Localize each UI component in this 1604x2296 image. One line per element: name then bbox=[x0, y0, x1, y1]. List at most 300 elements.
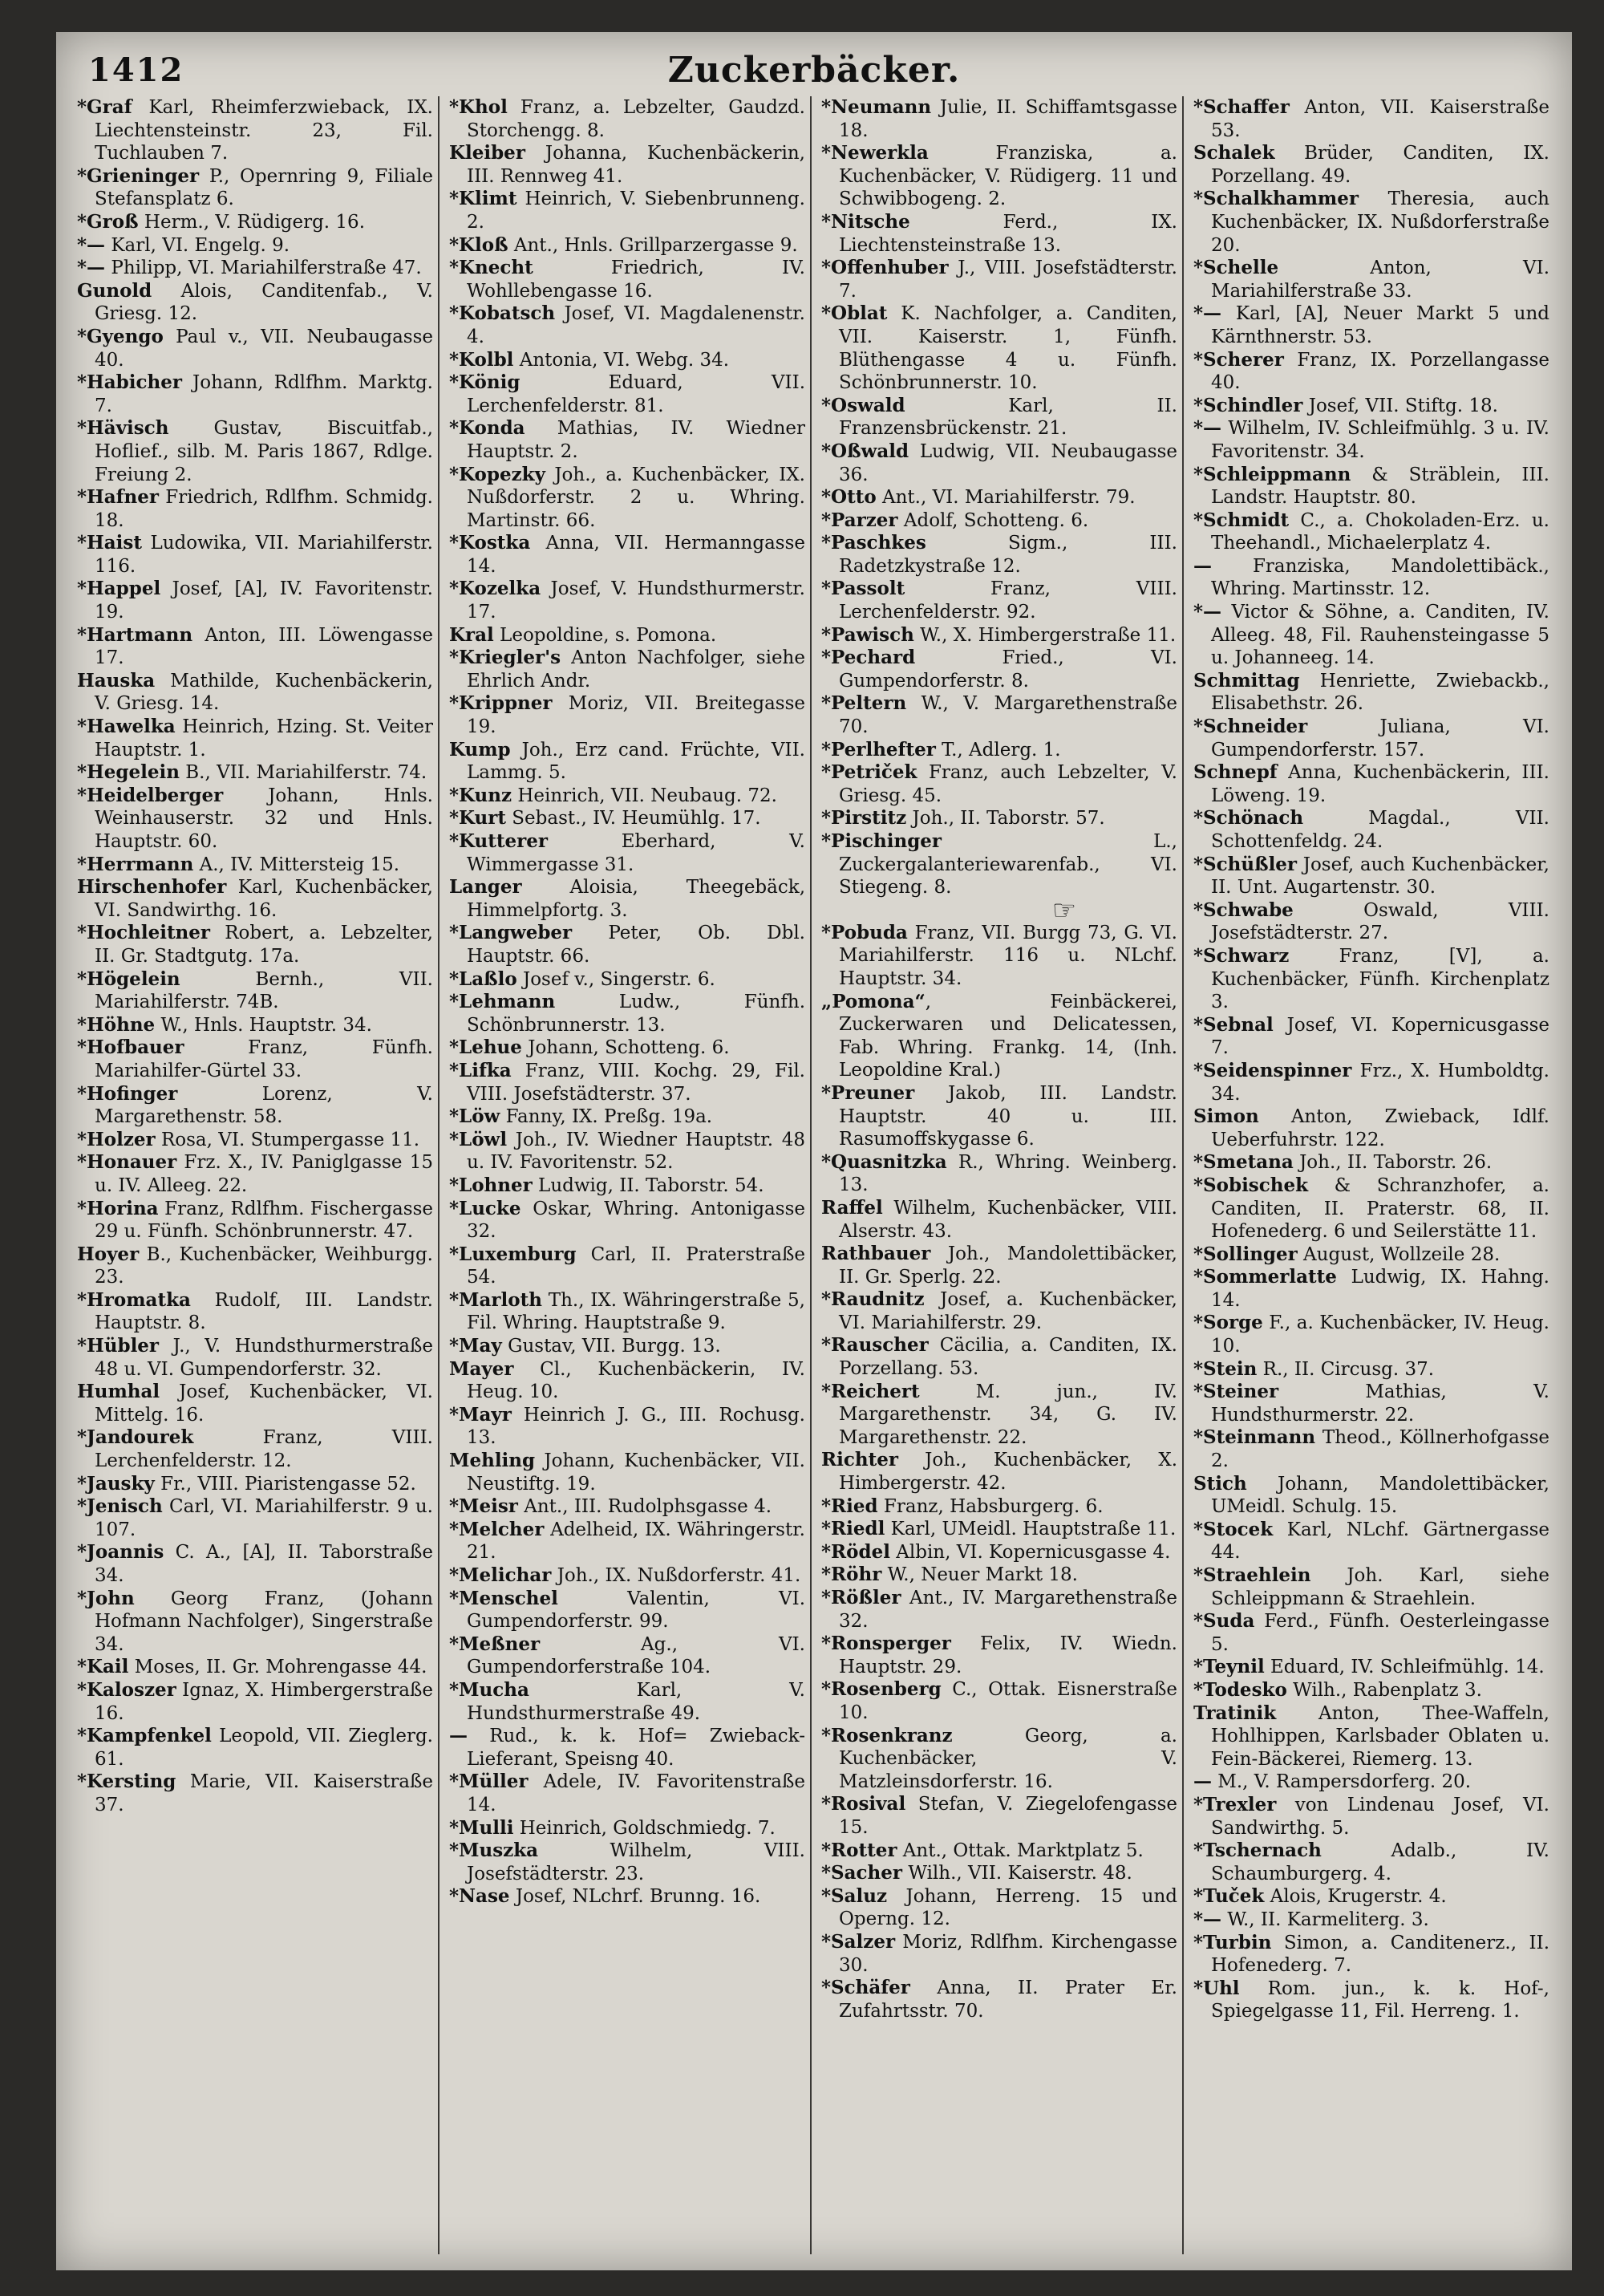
entry-name: Hartmann bbox=[87, 623, 193, 646]
entry-details: R., Whring. Weinberg. 13. bbox=[839, 1151, 1177, 1196]
entry-marker: * bbox=[1193, 807, 1204, 830]
entry-marker: * bbox=[449, 1495, 460, 1518]
directory-columns bbox=[71, 96, 1559, 2254]
section-title: Zuckerbäcker. bbox=[667, 50, 961, 91]
entry-details: Felix, IV. Wiedn. Hauptstr. 29. bbox=[839, 1633, 1177, 1677]
entry-details: Philipp, VI. Mariahilferstraße 47. bbox=[105, 258, 422, 279]
directory-entry bbox=[71, 234, 433, 258]
directory-entry bbox=[443, 807, 805, 830]
directory-entry bbox=[815, 1678, 1177, 1724]
entry-name: Schnepf bbox=[1193, 761, 1278, 784]
directory-entry bbox=[443, 1174, 805, 1198]
entry-name: Rosival bbox=[831, 1793, 906, 1815]
directory-entry bbox=[443, 578, 805, 623]
entry-name: Stich bbox=[1193, 1472, 1247, 1495]
directory-entry bbox=[443, 1885, 805, 1909]
directory-entry bbox=[443, 96, 805, 142]
entry-marker: * bbox=[449, 1174, 460, 1196]
directory-entry bbox=[1187, 1151, 1549, 1174]
entry-name: Newerkla bbox=[831, 142, 929, 164]
entry-details: Alois, Canditenfab., V. Griesg. 12. bbox=[95, 280, 433, 325]
entry-marker: * bbox=[1193, 1312, 1204, 1334]
entry-name: Heidelberger bbox=[87, 784, 224, 806]
column-2 bbox=[443, 96, 805, 2254]
entry-name: Kunz bbox=[459, 784, 512, 806]
entry-marker: * bbox=[1193, 899, 1204, 921]
entry-marker: * bbox=[77, 1495, 87, 1518]
entry-marker: * bbox=[77, 1426, 87, 1449]
directory-entry bbox=[1187, 854, 1549, 899]
directory-entry bbox=[815, 1197, 1177, 1243]
directory-entry bbox=[1187, 1610, 1549, 1656]
entry-details: Georg Franz, (Johann Hofmann Nachfolger), Singerstraße 34. bbox=[95, 1588, 433, 1655]
entry-marker: * bbox=[449, 233, 460, 256]
entry-details: Josef v., Singerstr. 6. bbox=[516, 968, 715, 990]
entry-details: Ferd., Fünfh. Oesterleingasse 5. bbox=[1211, 1611, 1549, 1655]
directory-entry bbox=[71, 257, 433, 280]
directory-entry bbox=[71, 670, 433, 716]
entry-details: Franz, Fünfh. Mariahilfer-Gürtel 33. bbox=[95, 1037, 433, 1081]
directory-entry bbox=[815, 1449, 1177, 1495]
directory-entry bbox=[1187, 1426, 1549, 1472]
directory-entry bbox=[71, 1771, 433, 1816]
entry-details: Frz. X., IV. Paniglgasse 15 u. IV. Alleeg. 22. bbox=[95, 1152, 433, 1196]
directory-entry bbox=[815, 1840, 1177, 1863]
entry-details: Carl, VI. Mariahilferstr. 9 u. 107. bbox=[95, 1496, 433, 1540]
entry-name: — bbox=[87, 233, 106, 256]
entry-details: Fanny, IX. Preßg. 19a. bbox=[500, 1106, 713, 1128]
entry-name: Schindler bbox=[1203, 394, 1303, 416]
entry-details: Ant., Ottak. Marktplatz 5. bbox=[897, 1840, 1144, 1861]
entry-details: Joh., II. Taborstr. 57. bbox=[906, 808, 1105, 830]
entry-name: Ried bbox=[831, 1495, 878, 1517]
entry-name: Meisr bbox=[459, 1495, 518, 1518]
entry-name: Schleippmann bbox=[1203, 463, 1351, 485]
entry-details: Magdal., VII. Schottenfeldg. 24. bbox=[1211, 808, 1549, 852]
directory-entry bbox=[815, 1885, 1177, 1931]
entry-marker: * bbox=[77, 623, 87, 646]
directory-entry bbox=[443, 624, 805, 647]
entry-name: — bbox=[1193, 1771, 1212, 1793]
entry-name: Mayr bbox=[459, 1403, 512, 1426]
entry-marker: * bbox=[821, 1564, 832, 1586]
directory-entry bbox=[443, 234, 805, 258]
entry-details: Friedrich, Rdlfhm. Schmidg. 18. bbox=[95, 487, 433, 531]
directory-entry bbox=[71, 624, 433, 670]
entry-marker: * bbox=[77, 1128, 87, 1150]
entry-name: Löw bbox=[459, 1105, 500, 1128]
entry-name: Rotter bbox=[831, 1839, 897, 1861]
directory-entry bbox=[443, 1633, 805, 1679]
entry-details: Anna, VII. Hermanngasse 14. bbox=[467, 533, 805, 577]
entry-details: Franz, VIII. Lerchenfelderstr. 92. bbox=[839, 578, 1177, 623]
entry-name: Suda bbox=[1203, 1610, 1255, 1633]
entry-name: Rödel bbox=[831, 1540, 890, 1563]
entry-details: B., VII. Mariahilferstr. 74. bbox=[179, 762, 427, 784]
entry-name: Stein bbox=[1203, 1357, 1258, 1380]
entry-details: Ludwig, II. Taborstr. 54. bbox=[532, 1174, 764, 1196]
entry-marker: * bbox=[1193, 96, 1204, 118]
directory-entry bbox=[443, 968, 805, 992]
entry-details: Victor & Söhne, a. Canditen, IV. Alleeg. 48, Fil. Rauhensteingasse 5 u. Johanneeg. 14. bbox=[1211, 602, 1549, 669]
entry-details: Karl, Rheimferzwieback, IX. Liechtensteinstr. 23, Fil. Tuchlauben 7. bbox=[95, 97, 433, 164]
entry-details: C., a. Chokoladen-Erz. u. Theehandl., Michaelerplatz 4. bbox=[1211, 509, 1549, 554]
entry-marker: * bbox=[449, 188, 460, 210]
entry-details: Karl, VI. Engelg. 9. bbox=[105, 234, 290, 256]
entry-details: Gustav, VII. Burgg. 13. bbox=[501, 1336, 721, 1357]
entry-name: Khol bbox=[459, 96, 508, 118]
entry-marker: * bbox=[1193, 716, 1204, 738]
entry-marker: * bbox=[1193, 1931, 1204, 1953]
directory-entry bbox=[1187, 601, 1549, 670]
directory-entry bbox=[1187, 1358, 1549, 1381]
entry-name: Lucke bbox=[459, 1197, 521, 1219]
entry-details: Ludowika, VII. Mariahilferstr. 116. bbox=[95, 533, 433, 577]
entry-details: Sigm., III. Radetzkystraße 12. bbox=[839, 533, 1177, 577]
entry-name: Oßwald bbox=[831, 440, 909, 462]
entry-marker: * bbox=[1193, 1013, 1204, 1036]
entry-details: Franz, a. Lebzelter, Gaudzd. Storchengg. 8. bbox=[467, 97, 805, 141]
entry-name: Lehue bbox=[459, 1036, 522, 1059]
directory-entry bbox=[1187, 1381, 1549, 1426]
entry-name: Schwabe bbox=[1203, 899, 1294, 921]
directory-entry bbox=[443, 1679, 805, 1725]
entry-details: C. A., [A], II. Taborstraße 34. bbox=[95, 1542, 433, 1586]
entry-details: Rudolf, III. Landstr. Hauptstr. 8. bbox=[95, 1289, 433, 1334]
entry-details: Anton, VII. Kaiserstraße 53. bbox=[1211, 97, 1549, 141]
entry-details: Rom. jun., k. k. Hof-, Spiegelgasse 11, Fil. Herreng. 1. bbox=[1211, 1978, 1549, 2022]
directory-entry bbox=[443, 371, 805, 417]
directory-entry bbox=[1187, 761, 1549, 807]
entry-name: Otto bbox=[831, 486, 877, 509]
entry-name: Mehling bbox=[449, 1450, 536, 1472]
entry-marker: * bbox=[77, 1036, 87, 1059]
directory-entry bbox=[71, 1243, 433, 1289]
entry-details: J., V. Hundsthurmerstraße 48 u. VI. Gumpendorferstr. 32. bbox=[95, 1336, 433, 1380]
entry-details: Alois, Krugerstr. 4. bbox=[1264, 1886, 1447, 1908]
entry-name: Langer bbox=[449, 876, 522, 899]
entry-name: Schaffer bbox=[1203, 96, 1290, 118]
entry-name: Sebnal bbox=[1203, 1013, 1274, 1036]
entry-details: Marie, VII. Kaiserstraße 37. bbox=[95, 1771, 433, 1815]
entry-name: Langweber bbox=[459, 922, 573, 944]
entry-details: Karl, UMeidl. Hauptstraße 11. bbox=[885, 1519, 1177, 1540]
directory-entry bbox=[1187, 1840, 1549, 1885]
entry-name: König bbox=[459, 371, 520, 394]
entry-details: Anton, Zwieback, Idlf. Ueberfuhrstr. 122. bbox=[1211, 1106, 1549, 1150]
entry-details: Franziska, Mandolettibäck., Whring. Martinsstr. 12. bbox=[1211, 555, 1549, 600]
entry-name: Nitsche bbox=[831, 210, 910, 233]
entry-marker: * bbox=[821, 1540, 832, 1563]
column-1 bbox=[71, 96, 433, 2254]
directory-entry bbox=[71, 922, 433, 967]
entry-details: W., II. Karmeliterg. 3. bbox=[1221, 1909, 1429, 1930]
entry-marker: * bbox=[821, 1081, 832, 1104]
entry-name: Ronsperger bbox=[831, 1633, 951, 1655]
entry-name: Raudnitz bbox=[831, 1288, 925, 1311]
entry-marker: * bbox=[821, 509, 832, 531]
entry-details: K. Nachfolger, a. Canditen, VII. Kaiserstr. 1, Fünfh. Blüthengasse 4 u. Fünfh. Schönbrunnerstr. 10. bbox=[839, 303, 1177, 394]
directory-entry bbox=[1187, 555, 1549, 601]
entry-name: Höhne bbox=[87, 1013, 156, 1036]
entry-name: Horina bbox=[87, 1197, 159, 1219]
entry-name: Knecht bbox=[459, 257, 533, 279]
entry-name: Lohner bbox=[459, 1174, 533, 1196]
directory-entry bbox=[443, 1289, 805, 1335]
directory-entry bbox=[815, 807, 1177, 830]
entry-marker: * bbox=[1193, 1564, 1204, 1586]
entry-name: John bbox=[87, 1587, 135, 1609]
entry-details: Josef, VII. Stiftg. 18. bbox=[1302, 395, 1498, 416]
entry-name: Müller bbox=[459, 1771, 529, 1793]
entry-marker: * bbox=[1193, 1059, 1204, 1081]
directory-entry bbox=[71, 280, 433, 326]
entry-name: Honauer bbox=[87, 1151, 177, 1174]
entry-details: Ant., Hnls. Grillparzergasse 9. bbox=[508, 234, 798, 256]
entry-marker: * bbox=[821, 578, 832, 600]
directory-entry bbox=[71, 371, 433, 417]
entry-marker: * bbox=[449, 1335, 460, 1357]
directory-entry bbox=[1187, 509, 1549, 555]
entry-details: Leopoldine, s. Pomona. bbox=[493, 624, 717, 646]
entry-name: Schalkhammer bbox=[1203, 188, 1359, 210]
entry-name: Hochleitner bbox=[87, 922, 211, 944]
entry-details: Josef, [A], IV. Favoritenstr. 19. bbox=[95, 578, 433, 623]
entry-marker: * bbox=[821, 1862, 832, 1884]
entry-name: Marloth bbox=[459, 1288, 542, 1311]
entry-details: Th., IX. Währingerstraße 5, Fil. Whring. Hauptstraße 9. bbox=[467, 1289, 805, 1334]
entry-details: W., V. Margarethenstraße 70. bbox=[839, 693, 1177, 738]
entry-details: Antonia, VI. Webg. 34. bbox=[513, 349, 730, 371]
entry-details: & Sträblein, III. Landstr. Hauptstr. 80. bbox=[1211, 464, 1549, 509]
entry-marker: * bbox=[1193, 1266, 1204, 1288]
entry-marker: * bbox=[1193, 1610, 1204, 1633]
entry-details: Johann, Rdlfhm. Marktg. 7. bbox=[95, 372, 433, 416]
entry-details: Mathilde, Kuchenbäckerin, V. Griesg. 14. bbox=[95, 670, 433, 715]
entry-name: Hafner bbox=[87, 486, 160, 509]
entry-details: M. jun., IV. Margarethenstr. 34, G. IV. Margarethenstr. 22. bbox=[839, 1381, 1177, 1448]
entry-marker: * bbox=[449, 967, 460, 990]
directory-entry bbox=[1187, 302, 1549, 348]
directory-entry bbox=[1187, 1174, 1549, 1243]
entry-name: Melichar bbox=[459, 1564, 552, 1586]
entry-details: Karl, [A], Neuer Markt 5 und Kärnthnerstr. 53. bbox=[1211, 303, 1549, 347]
directory-entry bbox=[443, 1519, 805, 1564]
entry-marker: * bbox=[449, 1036, 460, 1059]
entry-marker: * bbox=[77, 96, 87, 118]
entry-name: Hübler bbox=[87, 1335, 160, 1357]
entry-marker: * bbox=[1193, 509, 1204, 531]
directory-entry bbox=[1187, 1656, 1549, 1679]
entry-details: Gustav, Biscuitfab., Hoflief., silb. M. Paris 1867, Rdlge. Freiung 2. bbox=[95, 418, 433, 485]
entry-name: Turbin bbox=[1203, 1931, 1272, 1953]
entry-details: Joh., Kuchenbäcker, X. Himbergerstr. 42. bbox=[839, 1450, 1177, 1495]
entry-details: Oskar, Whring. Antonigasse 32. bbox=[467, 1198, 805, 1243]
entry-details: Fr., VIII. Piaristengasse 52. bbox=[154, 1473, 416, 1495]
entry-name: Schwarz bbox=[1203, 944, 1290, 967]
entry-details: Simon, a. Canditenerz., II. Hofenederg. 7. bbox=[1211, 1932, 1549, 1977]
directory-entry bbox=[815, 1518, 1177, 1541]
entry-name: Scherer bbox=[1203, 348, 1284, 371]
entry-details: Josef, NLchrf. Brunng. 16. bbox=[509, 1886, 761, 1908]
entry-marker: * bbox=[1193, 601, 1204, 623]
entry-name: Preuner bbox=[831, 1081, 915, 1104]
directory-entry bbox=[815, 692, 1177, 738]
directory-entry bbox=[815, 1151, 1177, 1197]
entry-details: Wilh., VII. Kaiserstr. 48. bbox=[902, 1863, 1132, 1884]
entry-name: Schalek bbox=[1193, 142, 1275, 164]
entry-marker: * bbox=[77, 922, 87, 944]
entry-details: Franziska, a. Kuchenbäcker, V. Rüdigerg. 11 und Schwibbogeng. 2. bbox=[839, 143, 1177, 210]
entry-details: Adolf, Schotteng. 6. bbox=[897, 509, 1089, 531]
entry-name: Kostka bbox=[459, 532, 531, 554]
entry-details: Adelheid, IX. Währingerstr. 21. bbox=[467, 1519, 805, 1564]
entry-details: Aloisia, Theegebäck, Himmelpfortg. 3. bbox=[467, 877, 805, 921]
entry-name: Klimt bbox=[459, 188, 517, 210]
entry-name: Humhal bbox=[77, 1381, 160, 1403]
entry-name: Sobischek bbox=[1203, 1174, 1309, 1196]
entry-marker: * bbox=[821, 692, 832, 715]
entry-details: Frz., X. Humboldtg. 34. bbox=[1211, 1060, 1549, 1105]
directory-entry bbox=[815, 922, 1177, 991]
entry-name: Schönach bbox=[1203, 807, 1304, 830]
entry-name: Offenhuber bbox=[831, 257, 949, 279]
directory-entry bbox=[443, 1495, 805, 1519]
entry-details: Paul v., VII. Neubaugasse 40. bbox=[95, 326, 433, 371]
entry-marker: * bbox=[77, 853, 87, 875]
entry-name: Salzer bbox=[831, 1930, 896, 1953]
entry-name: Hirschenhofer bbox=[77, 876, 227, 899]
directory-entry bbox=[815, 1977, 1177, 2022]
entry-details: Johann, Mandolettibäcker, UMeidl. Schulg. 15. bbox=[1211, 1473, 1549, 1518]
entry-name: Hoyer bbox=[77, 1243, 140, 1265]
directory-entry bbox=[443, 1358, 805, 1404]
entry-details: Anton, III. Löwengasse 17. bbox=[95, 624, 433, 669]
entry-details: Anton Nachfolger, siehe Ehrlich Andr. bbox=[467, 647, 805, 692]
directory-entry bbox=[443, 464, 805, 533]
directory-entry bbox=[71, 1679, 433, 1725]
directory-entry bbox=[815, 1862, 1177, 1885]
entry-name: Lehmann bbox=[459, 991, 556, 1013]
directory-entry bbox=[1187, 1060, 1549, 1105]
entry-marker: * bbox=[821, 96, 832, 118]
directory-entry bbox=[1187, 899, 1549, 945]
entry-details: Joh. Karl, siehe Schleippmann & Straehlein. bbox=[1211, 1565, 1549, 1609]
entry-marker: * bbox=[821, 1495, 832, 1517]
entry-name: Jenisch bbox=[87, 1495, 163, 1518]
entry-details: Ant., VI. Mariahilferstr. 79. bbox=[876, 487, 1136, 509]
entry-name: Laßlo bbox=[459, 967, 517, 990]
entry-details: Julie, II. Schiffamtsgasse 18. bbox=[839, 97, 1177, 141]
directory-entry bbox=[71, 1198, 433, 1243]
entry-name: Steinmann bbox=[1203, 1426, 1316, 1449]
entry-name: Rauscher bbox=[831, 1334, 929, 1357]
entry-name: Passolt bbox=[831, 578, 905, 600]
entry-marker: * bbox=[821, 1793, 832, 1815]
directory-entry bbox=[71, 417, 433, 486]
directory-entry bbox=[815, 1541, 1177, 1564]
directory-entry bbox=[815, 1633, 1177, 1678]
entry-details: Karl, II. Franzensbrückenstr. 21. bbox=[839, 395, 1177, 440]
directory-entry bbox=[815, 739, 1177, 762]
entry-name: Graf bbox=[87, 96, 132, 118]
directory-entry bbox=[71, 1541, 433, 1587]
entry-details: Ant., IV. Margarethenstraße 32. bbox=[839, 1588, 1177, 1632]
entry-marker: * bbox=[449, 96, 460, 118]
entry-marker: * bbox=[821, 142, 832, 164]
directory-entry bbox=[1187, 1473, 1549, 1519]
entry-name: Petriček bbox=[831, 761, 917, 784]
entry-details: Robert, a. Lebzelter, II. Gr. Stadtgutg. 17a. bbox=[95, 923, 433, 967]
entry-marker: * bbox=[77, 371, 87, 394]
entry-details: , Feinbäckerei, Zuckerwaren und Delicatessen, Fab. Whring. Frankg. 14, (Inh. Leopoldine Kral.) bbox=[839, 991, 1177, 1081]
entry-name: — bbox=[1203, 601, 1222, 623]
entry-name: Hauska bbox=[77, 669, 156, 692]
entry-name: Menschel bbox=[459, 1587, 558, 1609]
entry-marker: * bbox=[449, 417, 460, 440]
entry-name: Kral bbox=[449, 623, 494, 646]
entry-marker: * bbox=[77, 1678, 87, 1701]
entry-details: Ludwig, VII. Neubaugasse 36. bbox=[839, 440, 1177, 485]
entry-details: Heinrich, Hzing. St. Veiter Hauptstr. 1. bbox=[95, 716, 433, 761]
entry-name: Tuček bbox=[1203, 1885, 1265, 1908]
entry-marker: * bbox=[77, 1656, 87, 1678]
entry-name: Röhr bbox=[831, 1564, 882, 1586]
directory-entry bbox=[71, 165, 433, 211]
entry-marker: * bbox=[449, 1633, 460, 1655]
entry-details: Jakob, III. Landstr. Hauptstr. 40 u. III. Rasumoffskygasse 6. bbox=[839, 1082, 1177, 1150]
entry-marker: * bbox=[821, 1633, 832, 1655]
entry-name: Kampfenkel bbox=[87, 1725, 212, 1747]
entry-marker: * bbox=[821, 1518, 832, 1540]
entry-marker: * bbox=[821, 1839, 832, 1861]
entry-name: Meßner bbox=[459, 1633, 541, 1655]
entry-name: Sacher bbox=[831, 1862, 903, 1884]
entry-details: Theod., Köllnerhofgasse 2. bbox=[1211, 1427, 1549, 1472]
entry-marker: * bbox=[449, 1816, 460, 1839]
entry-marker: * bbox=[449, 1885, 460, 1908]
directory-entry bbox=[443, 1564, 805, 1588]
entry-name: Smetana bbox=[1203, 1151, 1294, 1174]
entry-name: Haist bbox=[87, 532, 142, 554]
entry-name: Parzer bbox=[831, 509, 898, 531]
entry-marker: * bbox=[821, 1724, 832, 1746]
entry-details: Eberhard, V. Wimmergasse 31. bbox=[467, 831, 805, 875]
entry-details: Georg, a. Kuchenbäcker, V. Matzleinsdorferstr. 16. bbox=[839, 1725, 1177, 1792]
entry-name: Habicher bbox=[87, 371, 182, 394]
entry-marker: * bbox=[449, 302, 460, 325]
entry-name: Simon bbox=[1193, 1105, 1259, 1128]
entry-marker: * bbox=[77, 1725, 87, 1747]
entry-marker: * bbox=[449, 1128, 460, 1150]
directory-entry bbox=[443, 302, 805, 348]
directory-entry bbox=[1187, 1794, 1549, 1840]
entry-marker: * bbox=[449, 1288, 460, 1311]
entry-details: Heinrich, VII. Neubaug. 72. bbox=[512, 785, 777, 806]
directory-entry bbox=[1187, 1885, 1549, 1909]
entry-name: Kersting bbox=[87, 1771, 176, 1793]
directory-entry bbox=[71, 1036, 433, 1082]
directory-entry bbox=[1187, 945, 1549, 1014]
directory-entry bbox=[443, 876, 805, 922]
entry-name: Schäfer bbox=[831, 1977, 910, 1999]
entry-details: Wilhelm, VIII. Josefstädterstr. 23. bbox=[467, 1840, 805, 1884]
entry-name: Teynil bbox=[1203, 1656, 1265, 1678]
pointing-hand-icon: ☞ bbox=[1051, 894, 1077, 927]
directory-entry bbox=[443, 532, 805, 578]
entry-name: Kaloszer bbox=[87, 1678, 176, 1701]
directory-entry bbox=[1187, 716, 1549, 761]
